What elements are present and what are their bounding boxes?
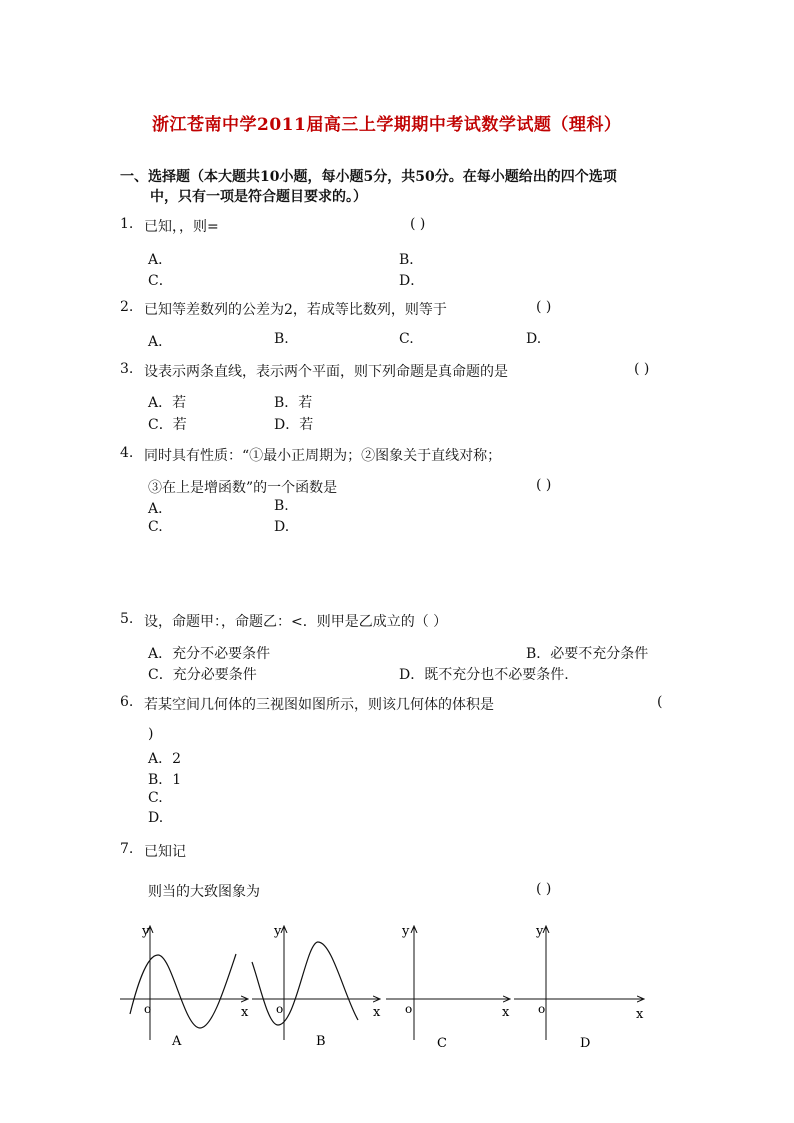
question-6-option-d: D. [148, 810, 164, 826]
question-6-number: 6. [120, 694, 134, 710]
graph-d-origin-label: o [538, 1002, 546, 1016]
graph-b-y-label: y [274, 924, 282, 939]
question-6-option-a: A．2 [148, 751, 182, 767]
question-6-text: 若某空间几何体的三视图如图所示，则该几何体的体积是 [144, 697, 494, 713]
question-3-number: 3. [120, 361, 134, 377]
question-2-option-b: B. [274, 331, 289, 347]
question-2-option-a: A． [148, 334, 173, 350]
graph-b-caption: B [316, 1034, 326, 1049]
graph-a-caption: A [172, 1034, 182, 1049]
question-6-option-b: B．1 [148, 772, 182, 788]
question-2-option-c: C. [399, 331, 414, 347]
question-3-option-b: B．若 [274, 395, 313, 411]
graph-b-x-label: x [373, 1005, 381, 1020]
graph-d-x-label: x [636, 1007, 644, 1022]
question-2-number: 2. [120, 299, 134, 315]
question-4-option-a: A． [148, 501, 173, 517]
graph-b-curve [252, 942, 358, 1025]
question-3-option-c: C．若 [148, 417, 187, 433]
question-3-text: 设表示两条直线，表示两个平面，则下列命题是真命题的是 [144, 364, 508, 380]
question-3-paren: ( ) [634, 361, 650, 377]
question-6-paren-close: ) [148, 726, 154, 742]
graph-c-y-label: y [402, 924, 410, 939]
graph-a [120, 924, 249, 1049]
question-1-paren: ( ) [410, 216, 426, 232]
question-1-option-d: D． [399, 273, 425, 289]
graph-c [386, 924, 510, 1051]
question-5-number: 5. [120, 611, 134, 627]
graph-d-caption: D [580, 1036, 591, 1051]
graph-d [514, 924, 644, 1051]
section-heading-cont: 中，只有一项是符合题目要求的。） [150, 189, 367, 205]
question-1-option-a: A． [148, 252, 173, 268]
question-2-option-d: D. [526, 331, 542, 347]
question-7-text: 已知记 [144, 844, 186, 860]
question-4-option-d: D. [274, 519, 290, 535]
question-1-option-c: C． [148, 273, 173, 289]
question-4-text-cont: ③在上是增函数”的一个函数是 [148, 480, 338, 496]
section-heading: 一、选择题（本大题共10小题，每小题5分，共50分。在每小题给出的四个选项 [120, 169, 617, 185]
question-5-option-a: A．充分不必要条件 [148, 646, 271, 662]
question-3-option-d: D．若 [274, 417, 314, 433]
question-2-text: 已知等差数列的公差为2，若成等比数列，则等于 [144, 302, 447, 318]
question-6-paren-open: ( [657, 694, 663, 710]
question-4-option-b: B. [274, 498, 289, 514]
question-7-text-cont: 则当的大致图象为 [148, 884, 260, 900]
graph-a-y-label: y [142, 924, 150, 939]
question-1-text: 已知，，则= [144, 219, 219, 235]
question-5-option-b: B．必要不充分条件 [526, 646, 649, 662]
question-7-paren: ( ) [536, 881, 552, 897]
question-1-option-b: B． [399, 252, 424, 268]
graph-c-caption: C [437, 1036, 447, 1051]
graph-c-origin-label: o [405, 1002, 413, 1016]
question-4-number: 4. [120, 445, 134, 461]
graph-a-origin-label: o [144, 1002, 152, 1016]
question-4-text: 同时具有性质：“①最小正周期为；②图象关于直线对称； [144, 448, 502, 464]
question-4-option-c: C. [148, 519, 163, 535]
question-7-number: 7. [120, 841, 134, 857]
question-5-text: 设，命题甲：，命题乙：<．则甲是乙成立的（ ） [144, 614, 448, 630]
graph-d-y-label: y [536, 924, 544, 939]
graph-c-x-label: x [502, 1005, 510, 1020]
question-4-paren: ( ) [536, 477, 552, 493]
question-1-number: 1. [120, 216, 134, 232]
question-5-option-c: C．充分必要条件 [148, 667, 257, 683]
graph-a-curve [130, 954, 236, 1028]
graph-b [252, 924, 381, 1049]
page-title: 浙江苍南中学2011届高三上学期期中考试数学试题（理科） [152, 115, 622, 135]
graph-a-x-label: x [241, 1005, 249, 1020]
question-5-option-d: D．既不充分也不必要条件. [399, 667, 569, 683]
question-2-paren: ( ) [536, 299, 552, 315]
question-3-option-a: A．若 [148, 395, 187, 411]
question-6-option-c: C. [148, 790, 163, 806]
graph-b-origin-label: o [276, 1002, 284, 1016]
